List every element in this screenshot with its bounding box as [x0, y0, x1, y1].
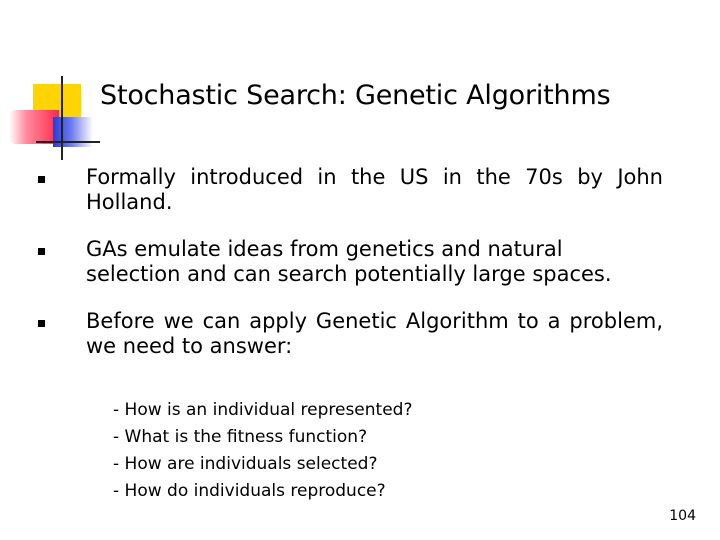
red-square-decoration: [9, 110, 59, 144]
slide-title: Stochastic Search: Genetic Algorithms: [100, 80, 611, 111]
bullet-marker: [38, 176, 45, 183]
sub-question-item: - What is the fitness function?: [113, 427, 368, 447]
slide-logo-decoration: [0, 0, 100, 170]
bullet-item: Before we can apply Genetic Algorithm to a problem, we need to answer:: [86, 309, 663, 358]
sub-question-list: [113, 397, 412, 505]
sub-question-item: - How are individuals selected?: [113, 454, 378, 474]
sub-question-item: - How is an individual represented?: [113, 400, 413, 420]
bullet-marker: [38, 320, 45, 327]
bullet-marker: [38, 248, 45, 255]
horizontal-rule-decoration: [36, 141, 100, 143]
page-number: 104: [669, 508, 696, 524]
bullet-item: GAs emulate ideas from genetics and natural selection and can search potentially large spaces.: [86, 237, 612, 286]
sub-question-item: - How do individuals reproduce?: [113, 481, 386, 501]
bullet-item: Formally introduced in the US in the 70s by John Holland.: [86, 165, 663, 214]
vertical-rule-decoration: [61, 76, 63, 160]
